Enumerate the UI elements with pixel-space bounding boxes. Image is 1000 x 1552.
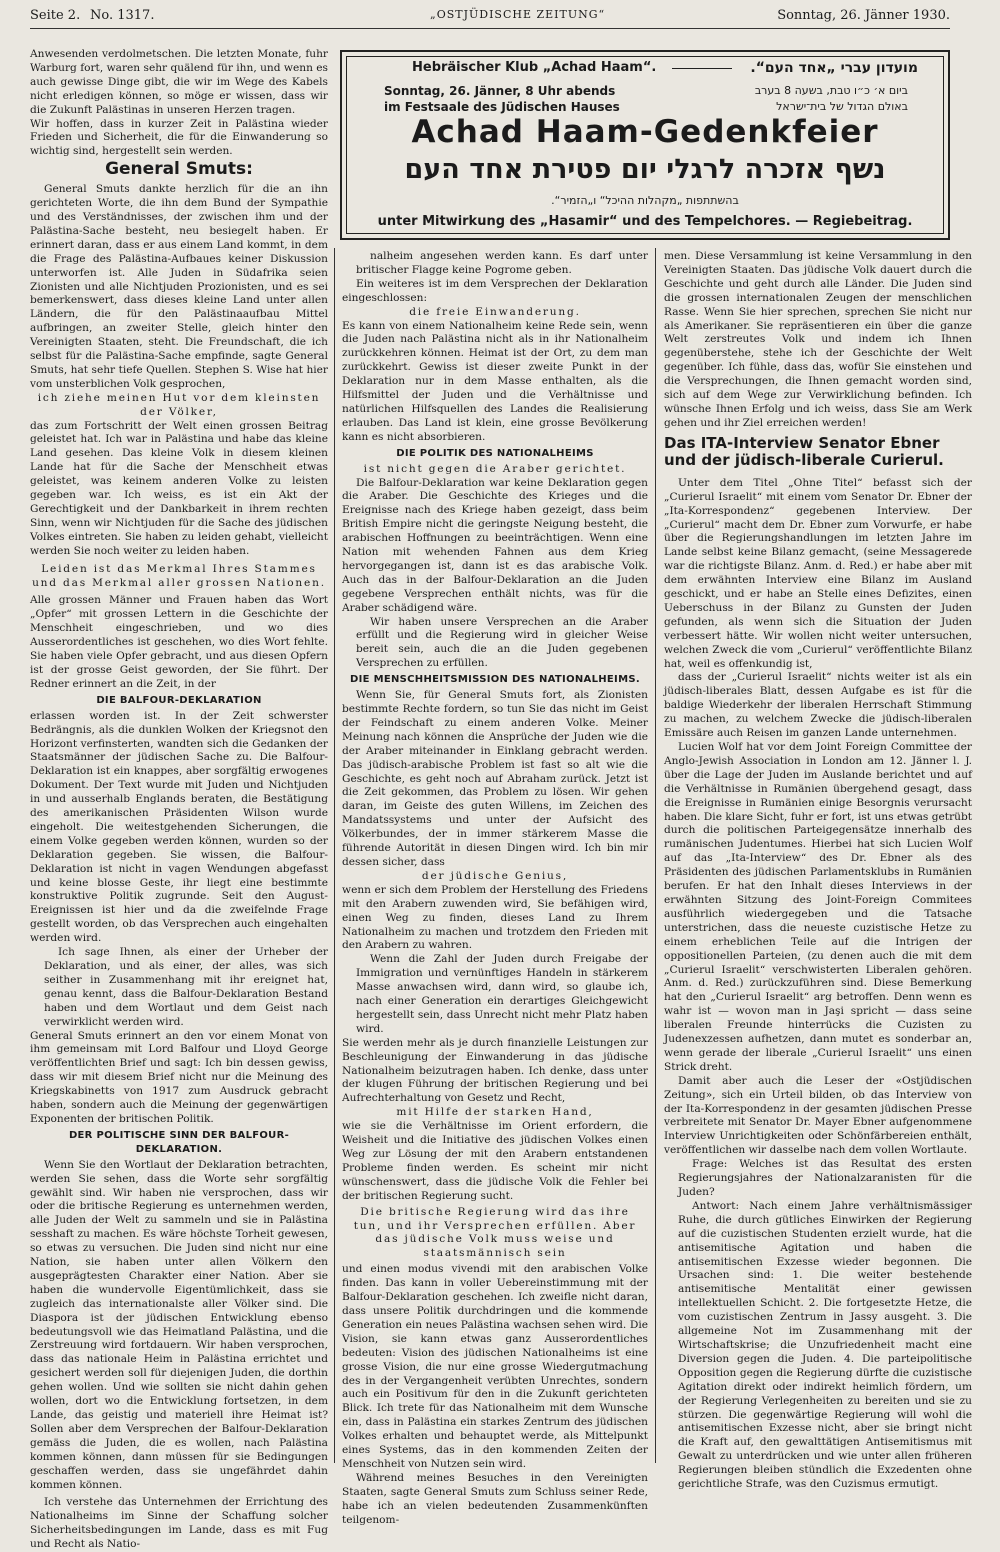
paragraph: Wenn Sie, für General Smuts fort, als Zionisten bestimmte Rechte fordern, so tun Sie das nicht im Geist der Feindschaft zu einem anderen Volke. Meiner Meinung nach können die Ansprüche der Juden wie die der Araber miteinander in Einklang gebracht werden. Das jüdisch-arabische Problem ist fast so alt wie die Geschichte, es geht noch auf Abraham zurück. Jetzt ist die Zeit gekommen, das Problem zu lösen. Wir gehen daran, im Geiste des guten Willens, im Zeichen des Mandatssystems und unter der Aufsicht des Völkerbundes, der in immer stärkerem Masse die führende Autorität in diesen Dingen wird. Ich bin mir dessen sicher, dass bbox=[342, 689, 648, 868]
paragraph: men. Diese Versammlung ist keine Versammlung in den Vereinigten Staaten. Das jüdische Volk dauert durch die Geschichte und geht durch alle Länder. Die Juden sind die grossen internationalen Zeugen der menschlichen Rasse. Wenn Sie hier sprechen, sprechen Sie nicht nur als Amerikaner. Sie repräsentieren ein über die ganze Welt zerstreutes Volk und indem ich Ihnen gegenüberstehe, stehe ich der Geschichte der Welt gegenüber. Ich fühle, dass das, wofür Sie einstehen und die Versprechungen, die Ihnen gemacht worden sind, sich auf dem Wege zur Verwirklichung befinden. Ich wünsche Ihnen Erfolg und ich weiss, dass Sie am Werk gehen und ihr Ziel erreichen werden! bbox=[664, 250, 972, 429]
paragraph: Wenn Sie den Wortlaut der Deklaration betrachten, werden Sie sehen, dass die Worte sehr sorgfältig gewählt sind. Wir haben nie versprochen, dass wir oder die britische Regierung es unternehmen werden, alle Juden der Welt zu sammeln und sie in Palästina sesshaft zu machen. Es wäre höchste Torheit gewesen, so etwas zu versuchen. Die Juden sind nicht nur eine Nation, sie haben unter allen Völkern den ausgeprägtesten Charakter einer Nation. Aber sie haben die wundervolle Eigentümlichkeit, dass sie zugleich das internationalste aller Völker sind. Die Diaspora ist der jüdischen Entwicklung ebenso bedeutungsvoll wie das Heimatland Palästina, und die Zerstreuung wird fortdauern. Wir haben versprochen, dass das nationale Heim in Palästina errichtet und gesichert werden soll für diejenigen Juden, die dorthin gehen wollen. Und wie sollten sie nicht dahin gehen wollen, dort wo die Entwicklung fortsetzen, in dem Lande, das geistig und materiell ihre Heimat ist? Sollen aber dem Versprechen der Balfour-Deklaration gemäss die Juden, die es wollen, nach Palästina kommen können, dann müssen für sie Bedingungen geschaffen werden, dass sie ungefährdet dahin kommen können. bbox=[30, 1158, 328, 1491]
paragraph: das zum Fortschritt der Welt einen grossen Beitrag geleistet hat. Ich war in Palästina und habe das kleine Land gesehen. Das kleine Volk in diesem kleinen Lande hat für die Sache der Menschheit etwas geleistet, was keinem anderen Volke zu leisten gegeben war. Ich weiss, es ist ein Akt der Gerechtigkeit und der Dankbarkeit in ihrem rechten Sinn, wenn wir Nichtjuden für die Sache des jüdischen Volkes eintreten. Sie haben zu leiden gehabt, vielleicht werden Sie noch weiter zu leiden haben. bbox=[30, 419, 328, 557]
paragraph: General Smuts dankte herzlich für die an ihn gerichteten Worte, die ihn dem Bund der Sympathie und des Verständnisses, der zwischen ihm und der Palästina-Sache besteht, neu besiegelt haben. Er erinnert daran, dass er aus einem Land kommt, in dem die Frage des Palästina-Aufbaues keiner Diskussion unterworfen ist. Alle Juden in Südafrika seien Zionisten und alle Nichtjuden Prozionisten, und es sei bemerkenswert, dass dieses kleine Land unter allen Ländern, die für den Palästinaaufbau Mittel aufbringen, an zweiter Stelle, gleich hinter den Vereinigten Staaten, steht. Die Freundschaft, die ich selbst für die Palästina-Sache empfinde, sagte General Smuts, hat sehr tiefe Quellen. Stephen S. Wise hat hier vom unsterblichen Volk gesprochen, bbox=[30, 183, 328, 390]
paragraph: Lucien Wolf hat vor dem Joint Foreign Committee der Anglo-Jewish Association in London am 12. Jänner l. J. über die Lage der Juden im Auslande berichtet und auf die Verhältnisse in Rumänien übergehend gesagt, dass die Ereignisse in Rumänien einige Besorgnis verursacht haben. Die klare Sicht, fuhr er fort, ist uns etwas getrübt durch die politischen Parteigegensätze innerhalb des rumänischen Judentumes. Hierbei hat sich Lucien Wolf auf das „Ita-Interview“ des Dr. Ebner als des Präsidenten des jüdischen Parlamentsklubs in Rumänien berufen. Er hat den Inhalt dieses Interviews in der erwähnten Sitzung des Joint-Foreign Commitees ausführlich wiedergegeben und die Tatsache unterstrichen, dass die neueste cuzistische Hetze zu einem erheblichen Teile auf die Intrigen der oppositionellen Parteien, (zu denen auch die mit dem „Curierul Israelit“ verschwisterten Liberalen gehören. Anm. d. Red.) zurückzuführen sind. Diese Bemerkung hat den „Curierul Israelit“ arg betroffen. Denn wenn es wahr ist — wovon man in Jaşi spricht — dass seine liberalen Freunde hinterrücks die Cuzisten zu Judenexzessen aufhetzen, dann mutet es sonderbar an, wenn gerade der liberale „Curierul Israelit“ uns einen Strick dreht. bbox=[664, 741, 972, 1073]
ad-leader-line bbox=[672, 68, 732, 69]
issue-number: No. 1317. bbox=[90, 8, 155, 23]
paragraph: nalheim angesehen werden kann. Es darf unter britischer Flagge keine Pogrome geben. bbox=[356, 250, 648, 276]
paragraph: Wir haben unsere Versprechen an die Araber erfüllt und die Regierung wird in gleicher Weise bereit sein, auch die an die Juden gegebenen Versprechen zu erfüllen. bbox=[356, 615, 648, 670]
article-column-3 bbox=[664, 250, 972, 1491]
spaced-quote: ich ziehe meinen Hut vor dem kleinsten der Völker, bbox=[37, 391, 321, 418]
subheading: DIE MENSCHHEITSMISSION DES NATIONALHEIMS. bbox=[350, 674, 640, 686]
article-headline: Das ITA-Interview Senator Ebner und der jüdisch-liberale Curierul. bbox=[664, 433, 944, 469]
ad-title: Achad Haam-Gedenkfeier bbox=[411, 114, 879, 150]
paragraph: Unter dem Titel „Ohne Titel“ befasst sich der „Curierul Israelit“ mit einem vom Senator Dr. Ebner der „Ita-Korrespondenz“ gegebenen Interview. Der „Curierul“ macht dem Dr. Ebner zum Vorwurfe, er habe über die Regierungshandlungen im letzten Jahre im Lande selbst keine Bilanz gemacht, (seine Messagerede war die richtigste Bilanz. Anm. d. Red.) er habe aber mit dem erwähnten Interview eine Bilanz im Ausland geschickt, und er habe an Stelle eines Defizites, einen Ueberschuss in der Bilanz zu Gunsten der Juden gefunden, als wenn sich die Situation der Juden verbessert hätte. Wir wollen nicht weiter untersuchen, welchen Zweck die vom „Curierul“ veröffentlichte Bilanz hat, weil es offenkundig ist, bbox=[664, 476, 972, 670]
paragraph: wenn er sich dem Problem der Herstellung des Friedens mit den Arabern zuwenden wird, Sie befähigen wird, einen Weg zu finden, dieses Land zu Ihrem Nationalheim zu machen und trotzdem den Frieden mit den Arabern zu wahren. bbox=[342, 883, 648, 952]
paragraph: General Smuts erinnert an den vor einem Monat von ihm gemeinsam mit Lord Balfour und Lloyd George veröffentlichten Brief und sagt: Ich bin dessen gewiss, dass wir mit diesem Brief nicht nur die Meinung des Kriegskabinetts von 1917 zum Ausdruck gebracht haben, sondern auch die Meinung der gegenwärtigen Exponenten der britischen Politik. bbox=[30, 1029, 328, 1125]
ad-club-hebrew: מועדון עברי „אחד העם“. bbox=[750, 60, 918, 76]
paragraph: Die Balfour-Deklaration war keine Deklaration gegen die Araber. Die Geschichte des Krieges und die Ereignisse nach des Kriege haben gezeigt, dass beim British Empire nicht die geringste Neigung besteht, die arabischen Hoffnungen zu beeinträchtigen. Wenn eine Nation mit wehenden Fahnen aus dem Krieg hervorgegangen ist, dann ist es das arabische Volk. Auch das in der Balfour-Deklaration an die Juden gegebene Versprechen enthält nichts, was für die Araber schädigend wäre. bbox=[342, 476, 648, 614]
paragraph: Wenn die Zahl der Juden durch Freigabe der Immigration und vernünftiges Handeln in stärkerem Masse anwachsen wird, dann wird, so glaube ich, nach einer Generation ein derartiges Gleichgewicht hergestellt sein, dass Unrecht nicht mehr Platz haben wird. bbox=[356, 953, 648, 1035]
paragraph: Frage: Welches ist das Resultat des ersten Regierungsjahres der Nationalzaranisten für die Juden? bbox=[678, 1158, 972, 1198]
paragraph: Wir hoffen, dass in kurzer Zeit in Palästina wieder Frieden und Sicherheit, die für die Einwanderung so wichtig sind, hergestellt sein werden. bbox=[30, 117, 328, 158]
page-number: Seite 2. bbox=[30, 8, 81, 23]
column-divider bbox=[655, 248, 656, 1463]
ad-footer: unter Mitwirkung des „Hasamir“ und des Tempelchores. — Regiebeitrag. bbox=[377, 214, 913, 229]
paragraph: Anwesenden verdolmetschen. Die letzten Monate, fuhr Warburg fort, waren sehr quälend für ihn, und wenn es auch gewisse Dinge gibt, die wir im Wege des Kabels nicht erledigen können, so möge er wissen, dass wir die Zukunft Palästinas in unseren Herzen tragen. bbox=[30, 48, 328, 116]
column-divider bbox=[334, 248, 335, 1463]
ad-choir-hebrew: בהשתתפות „מקהלות ההיכל“ ו„הזמיר“. bbox=[551, 194, 739, 207]
issue-date: Sonntag, 26. Jänner 1930. bbox=[777, 8, 950, 23]
paragraph: Während meines Besuches in den Vereinigten Staaten, sagte General Smuts zum Schluss seiner Rede, habe ich an vielen bedeutenden Zusammenkünften teilgenom- bbox=[342, 1471, 648, 1526]
paragraph: erlassen worden ist. In der Zeit schwerster Bedrängnis, als die dunklen Wolken der Kriegsnot den Horizont verfinsterten, wandten sich die Gedanken der Staatsmänner der jüdischen Sache zu. Die Balfour-Deklaration ist ein knappes, aber sorgfältig erwogenes Dokument. Der Text wurde mit Juden und Nichtjuden in und ausserhalb Englands beraten, die Bestätigung des amerikanischen Präsidenten Wilson wurde eingeholt. Die weitestgehenden Sicherungen, die einem Volke gegeben werden können, wurden so der Deklaration gegeben. Sie wissen, die Balfour-Deklaration ist nicht in vagen Wendungen abgefasst und keine blosse Geste, ihr liegt eine bestimmte konstruktive Politik zugrunde. Seit den August-Ereignissen ist hier und da die zweifelnde Frage gestellt worden, ob das Versprechen auch eingehalten werden wird. bbox=[30, 709, 328, 945]
paragraph: Es kann von einem Nationalheim keine Rede sein, wenn die Juden nach Palästina nicht als in ihr Nationalheim zurückkehren können. Heimat ist der Ort, zu dem man zurückkehrt. Gewiss ist dieser zweite Punkt in der Deklaration nur in dem Masse enthalten, als die Hilfsmittel der Juden und die Verhältnisse und natürlichen Hilfsquellen des Landes die Realisierung erlauben. Das Land ist klein, eine grosse Bevölkerung kann es nicht absorbieren. bbox=[342, 319, 648, 443]
paragraph: Antwort: Nach einem Jahre verhältnismässiger Ruhe, die durch gütliches Einwirken der Regierung auf die cuzistischen Studenten erzielt wurde, hat die antisemitische Agitation und haben die antisemitischen Exzesse wieder begonnen. Die Ursachen sind: 1. Die weiter bestehende antisemitische Mentalität einer gewissen intellektuellen Schicht. 2. Die fortgesetzte Hetze, die vom cuzistischen Zentrum in Jassy ausgeht. 3. Die allgemeine Not im Zusammenhang mit der Wirtschaftskrise; die Unzufriedenheit macht eine Diversion gegen die Juden. 4. Die parteipolitische Opposition gegen die Regierung dürfte die cuzistische Agitation direkt oder indirekt heimlich fördern, um der Regierung Verlegenheiten zu bereiten und sie zu stürzen. Die gegenwärtige Regierung will wohl die antisemitischen Exzesse nicht, aber sie bringt nicht die Kraft auf, den gewalttätigen Antisemitismus mit Gewalt zu unterdrücken und wie unter allen früheren Regierungen bleiben stündlich die Exzedenten ohne gerichtliche Strafe, was den Cuzismus ermutigt. bbox=[678, 1199, 972, 1491]
article-column-2 bbox=[342, 250, 648, 1526]
subheading: DER POLITISCHE SINN DER BALFOUR-DEKLARATION. bbox=[68, 1129, 290, 1155]
spaced-quote: mit Hilfe der starken Hand, bbox=[396, 1106, 594, 1119]
ad-date-german: Sonntag, 26. Jänner, 8 Uhr abends bbox=[384, 84, 616, 98]
paragraph: Ein weiteres ist im dem Versprechen der Deklaration eingeschlossen: bbox=[342, 277, 648, 304]
subheading: DIE BALFOUR-DEKLARATION bbox=[96, 694, 262, 706]
paragraph: Alle grossen Männer und Frauen haben das Wort „Opfer“ mit grossen Lettern in die Geschichte der Menschheit eingeschrieben, und wo dies Ausserordentliches ist geschehen, wo dies Wort fehlte. Sie haben viele Opfer gebracht, und aus diesen Opfern ist der grosse Geist geworden, der Sie führt. Der Redner erinnert an die Zeit, in der bbox=[30, 594, 328, 690]
spaced-quote: ist nicht gegen die Araber gerichtet. bbox=[363, 462, 627, 475]
page-header bbox=[30, 6, 950, 29]
paragraph: Ich sage Ihnen, als einer der Urheber der Deklaration, und als einer, der alles, was sich seither in Zusammenhang mit ihr ereignet hat, genau kennt, dass die Balfour-Deklaration Bestand haben und dem Wortlaut und dem Geist nach verwirklicht werden wird. bbox=[44, 946, 328, 1028]
subheading: DIE POLITIK DES NATIONALHEIMS bbox=[396, 447, 594, 459]
paragraph: und einen modus vivendi mit den arabischen Volke finden. Das kann in voller Uebereinstimmung mit der Balfour-Deklaration geschehen. Ich zweifle nicht daran, dass unsere Politik durchdringen und die kommende Generation ein neues Palästina wachsen sehen wird. Die Vision, sie kann etwas ganz Ausserordentliches bedeuten: Vision des jüdischen Nationalheims ist eine grosse Vision, die nur eine grosse Wiedergutmachung des in der Vergangenheit verübten Unrechtes, sondern auch ein Positivum für den in die Zukunft gerichteten Blick. Ich trete für das Nationalheim mit dem Wunsche ein, dass in Palästina ein starkes Zentrum des jüdischen Volkes erhalten und behauptet werde, als Mittelpunkt eines Systems, das in den kommenden Zeiten der Menschheit von Nutzen sein wird. bbox=[342, 1263, 648, 1470]
ad-place-hebrew: באולם הגדול של בית־ישראל bbox=[776, 100, 908, 113]
paragraph: Damit aber auch die Leser der «Ostjüdischen Zeitung», sich ein Urteil bilden, ob das Interview von der Ita-Korrespondenz in der gesamten jüdischen Presse verbreitete mit Senator Dr. Mayer Ebner aufgenommene Interview Unrichtigkeiten oder Schönfärbereien enthält, veröffentlichen wir dasselbe nach dem vollen Wortlaute. bbox=[664, 1074, 972, 1157]
ad-place-german: im Festsaale des Jüdischen Hauses bbox=[384, 100, 620, 114]
paragraph: Sie werden mehr als je durch finanzielle Leistungen zur Beschleunigung der Einwanderung in das jüdische Nationalheim beizutragen haben. Ich denke, dass unter der klugen Führung der britischen Regierung und bei Aufrechterhaltung von Gesetz und Recht, bbox=[342, 1036, 648, 1105]
paragraph: Ich verstehe das Unternehmen der Errichtung des Nationalheims im Sinne der Schaffung solcher Sicherheitsbedingungen im Lande, dass es mit Fug und Recht als Natio- bbox=[30, 1496, 328, 1551]
newspaper-title: „OSTJÜDISCHE ZEITUNG“ bbox=[430, 8, 606, 21]
paragraph: dass der „Curierul Israelit“ nichts weiter ist als ein jüdisch-liberales Blatt, dessen Aufgabe es ist für die baldige Wiederkehr der liberalen Herrschaft Stimmung zu machen, zu welchem Zwecke die jüdisch-liberalen Emissäre auch Reisen im ganzen Lande unternehmen. bbox=[664, 671, 972, 740]
spaced-quote: Die britische Regierung wird das ihre tun, und ihr Versprechen erfüllen. Aber das jüdische Volk muss weise und staatsmännisch sein bbox=[353, 1205, 637, 1260]
event-advertisement bbox=[340, 50, 950, 240]
section-heading: General Smuts: bbox=[105, 159, 253, 180]
article-column-1 bbox=[30, 48, 328, 1551]
ad-club-german: Hebräischer Klub „Achad Haam“. bbox=[412, 60, 657, 75]
spaced-quote: die freie Einwanderung. bbox=[409, 305, 581, 318]
ad-date-hebrew: ביום א׳ כ״ו טבת, בשעה 8 בערב bbox=[754, 84, 908, 97]
spaced-quote: der jüdische Genius, bbox=[421, 869, 569, 882]
spaced-quote: Leiden ist das Merkmal Ihres Stammes und das Merkmal aller grossen Nationen. bbox=[32, 562, 326, 589]
paragraph: wie sie die Verhältnisse im Orient erfordern, die Weisheit und die Initiative des jüdischen Volkes einen Weg zur Lösung der mit den Arabern entstandenen Probleme finden werden. Es scheint mir nicht wünschenswert, dass die jüdische Volk die Fehler bei der britischen Regierung sucht. bbox=[342, 1120, 648, 1202]
ad-title-hebrew: נשף אזכרה לרגלי יום פטירת אחד העם bbox=[404, 154, 886, 185]
